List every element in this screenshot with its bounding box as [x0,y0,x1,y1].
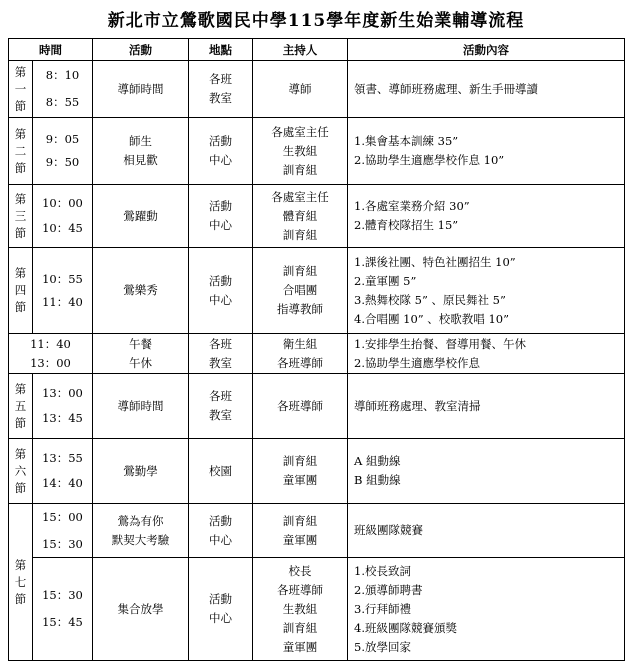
time-value: 15：45 [42,615,83,629]
location-name: 教室 [209,91,232,105]
section-label: 節 [14,480,27,495]
location-name: 教室 [209,408,232,422]
content-line: 導師班務處理、教室清掃 [354,398,481,413]
location-cell [189,61,253,118]
activity-name: 鶯躍動 [123,208,158,223]
content-cell [348,334,625,374]
host-name: 各處室主任 [271,189,329,204]
content-line: 1.安排學生抬餐、督導用餐、午休 [354,336,526,351]
content-line: 2.體育校隊招生 15” [354,218,459,232]
activity-name: 相見歡 [123,153,158,167]
time-cell [33,248,93,334]
header-time: 時間 [9,39,93,61]
section-label: 第 [14,557,27,572]
content-line: 2.童軍團 5” [354,273,417,288]
location-name: 中心 [209,532,232,547]
time-value: 10：45 [42,221,83,235]
host-name: 衛生組 [282,336,318,351]
section-cell [9,504,33,661]
section-label: 節 [14,98,27,113]
table-row [9,504,625,558]
host-cell [253,439,348,504]
time-cell [33,61,93,118]
section-label: 第 [14,266,27,280]
section-label: 節 [14,225,27,240]
location-name: 活動 [209,513,232,528]
table-row [9,185,625,248]
location-name: 各班 [209,336,232,351]
content-cell [348,118,625,185]
content-cell [348,185,625,248]
host-name: 訓育組 [282,513,318,528]
host-name: 訓育組 [282,264,318,278]
time-cell [33,504,93,558]
activity-cell [93,558,189,661]
time-value: 15：30 [42,536,83,551]
table-row [9,118,625,185]
time-cell [33,558,93,661]
time-value: 9：05 [45,132,80,146]
section-label: 第 [14,446,27,461]
host-name: 合唱團 [282,283,318,297]
section-label: 二 [14,143,27,158]
location-cell [189,504,253,558]
time-value: 9：50 [45,155,80,169]
header-host: 主持人 [253,39,348,61]
section-label: 第 [14,126,27,141]
section-label: 第 [14,381,27,396]
time-value: 10：00 [42,196,83,210]
activity-name: 午休 [129,355,152,370]
content-line: 5.放學回家 [354,639,411,654]
location-cell [189,439,253,504]
content-line: 4.合唱團 10” 、校歌教唱 10” [354,311,509,326]
host-name: 體育組 [282,208,318,223]
host-name: 校長 [288,563,312,578]
host-cell [253,61,348,118]
activity-name: 鶯樂秀 [123,283,158,297]
location-cell [189,118,253,185]
activity-cell [93,439,189,504]
content-cell [348,374,625,439]
activity-name: 鶯勤學 [123,463,158,478]
host-name: 生教組 [282,143,318,158]
host-name: 訓育組 [282,454,318,468]
header-content: 活動內容 [348,39,625,61]
activity-name: 導師時間 [117,81,164,96]
host-name: 導師 [288,81,312,96]
location-name: 中心 [209,153,232,167]
time-value: 8：55 [45,95,80,109]
page-title: 新北市立鶯歌國民中學115學年度新生始業輔導流程 [107,11,525,31]
location-name: 活動 [209,592,232,606]
host-name: 各班導師 [277,355,323,370]
content-line: 3.熱舞校隊 5” 、原民舞社 5” [354,292,506,307]
time-value: 15：00 [42,509,83,524]
activity-cell [93,374,189,439]
time-cell [33,185,93,248]
activity-cell [93,118,189,185]
section-label: 節 [14,160,27,175]
host-name: 訓育組 [282,620,318,635]
time-value: 13：00 [30,355,71,370]
activity-cell [93,61,189,118]
section-cell [9,118,33,185]
time-cell [9,334,93,374]
time-cell [33,118,93,185]
activity-cell [93,248,189,334]
content-cell [348,248,625,334]
host-name: 各處室主任 [271,124,329,139]
content-line: 2.頒導師聘書 [354,582,423,597]
activity-name: 集合放學 [117,601,164,616]
location-name: 活動 [209,199,232,213]
section-cell [9,374,33,439]
table-row [9,558,625,661]
location-name: 各班 [209,72,232,86]
content-line: B 組動線 [354,473,401,487]
host-cell [253,558,348,661]
section-label: 六 [14,463,27,478]
activity-cell [93,185,189,248]
content-cell [348,61,625,118]
section-label: 一 [14,81,27,96]
host-name: 訓育組 [282,227,318,242]
host-cell [253,504,348,558]
content-line: 1.校長致詞 [354,563,411,578]
host-name: 各班導師 [277,398,323,413]
content-line: 班級團隊競賽 [354,523,423,537]
host-name: 童軍團 [282,532,318,547]
time-value: 15：30 [42,588,83,602]
location-cell [189,374,253,439]
host-cell [253,118,348,185]
host-name: 童軍團 [282,473,318,487]
time-value: 11：40 [42,294,83,309]
content-line: 領書、導師班務處理、新生手冊導讀 [354,81,538,96]
content-line: 4.班級團隊競賽頒獎 [354,620,457,635]
time-value: 13：45 [42,411,83,425]
section-label: 節 [14,591,27,606]
content-line: 1.各處室業務介紹 30” [354,199,470,213]
location-cell [189,558,253,661]
location-name: 活動 [209,134,232,148]
location-cell [189,185,253,248]
section-label: 節 [14,300,27,314]
time-value: 11：40 [30,336,71,351]
location-name: 各班 [209,389,232,403]
content-line: A 組動線 [354,454,401,468]
host-cell [253,248,348,334]
section-cell [9,185,33,248]
activity-name: 午餐 [129,336,152,351]
host-cell [253,334,348,374]
section-label: 四 [14,283,27,297]
table-row [9,61,625,118]
section-label: 三 [14,208,27,223]
location-name: 中心 [209,292,232,307]
time-value: 14：40 [42,476,83,490]
host-cell [253,374,348,439]
activity-cell [93,504,189,558]
location-name: 中心 [209,218,232,232]
location-cell [189,248,253,334]
location-cell [189,334,253,374]
content-line: 1.集會基本訓練 35” [354,134,459,148]
host-name: 生教組 [282,601,318,616]
host-name: 指導教師 [277,302,323,316]
location-name: 校園 [209,463,232,478]
location-name: 教室 [209,355,232,370]
time-value: 13：55 [42,451,83,465]
section-label: 節 [14,415,27,430]
time-value: 13：00 [42,386,83,400]
header-activity: 活動 [93,39,189,61]
host-cell [253,185,348,248]
table-row [9,334,625,374]
section-label: 五 [14,398,27,413]
table-row [9,439,625,504]
section-label: 第 [14,64,27,79]
content-line: 2.協助學生適應學校作息 10” [354,153,505,167]
time-value: 8：10 [45,68,80,82]
section-cell [9,61,33,118]
host-name: 各班導師 [277,582,323,597]
activity-name: 默契大考驗 [111,532,170,547]
section-cell [9,248,33,334]
content-line: 1.課後社團、特色社團招生 10” [354,254,516,269]
table-row [9,374,625,439]
host-name: 童軍團 [282,639,318,654]
activity-name: 師生 [129,134,152,148]
content-cell [348,439,625,504]
time-value: 10：55 [42,271,83,286]
time-cell [33,439,93,504]
content-cell [348,558,625,661]
table-row [9,248,625,334]
host-name: 訓育組 [282,162,318,177]
header-location: 地點 [189,39,253,61]
section-cell [9,439,33,504]
activity-name: 鶯為有你 [117,513,164,528]
activity-name: 導師時間 [117,398,164,413]
time-cell [33,374,93,439]
header-row [9,39,625,61]
content-line: 2.協助學生適應學校作息 [354,355,480,370]
content-cell [348,504,625,558]
location-name: 活動 [209,273,232,288]
location-name: 中心 [209,611,232,625]
content-line: 3.行拜師禮 [354,601,411,616]
section-label: 第 [14,191,27,206]
activity-cell [93,334,189,374]
section-label: 七 [14,574,27,589]
schedule-table [8,38,625,661]
